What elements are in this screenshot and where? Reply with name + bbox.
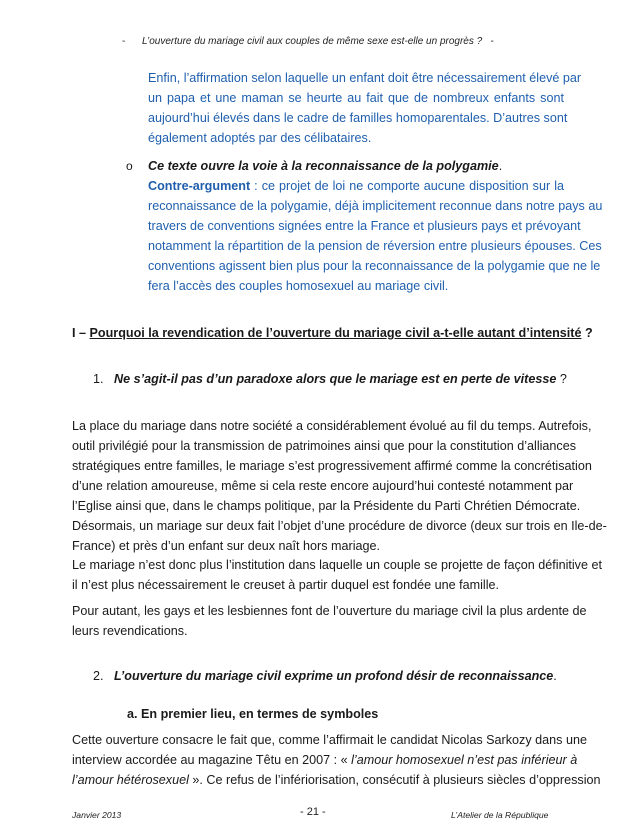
paragraph-enfin: Enfin, l’affirmation selon laquelle un enfant doit être nécessairement élevé par un papa et une maman se heurte au fait que de nombreux enfants sont aujourd’hui élevés dans le cadre de familles homoparentales. D’autres sont également adoptés par des célibataires. bbox=[148, 71, 582, 146]
paragraph-symboles: Cette ouverture consacre le fait que, comme l’affirmait le candidat Nicolas Sarkozy dans une interview accordée au magazine Têtu en 2007 : « l’amour homosexuel n’est pas inférieur à l’amour hétérosexuel ». Ce refus de l’infériorisation, consécutif à plusieurs siècles d’oppression bbox=[72, 733, 601, 788]
paragraph-place-mariage: La place du mariage dans notre société a considérablement évolué au fil du temps. Autrefois, outil privilégié pour la transmission de patrimoines ainsi que pour la constitution d’alliances stratégiques entre familles, le mariage s’est progressivement affirmé comme la concrétisation d’une relation amoureuse, même si cela reste encore aujourd’hui contesté notamment par l’Eglise ainsi que, dans le champs politique, par la Présidente du Parti Chrétien Démocrate. bbox=[72, 419, 592, 514]
running-header-title: L’ouverture du mariage civil aux couples de même sexe est-elle un progrès ? bbox=[142, 36, 483, 47]
bullet-marker: o bbox=[126, 159, 133, 173]
counter-argument: Contre-argument : ce projet de loi ne comporte aucune disposition sur la reconnaissance de la polygamie, déjà implicitement reconnue dans notre pays au travers de conventions signées entre la France et plusieurs pays et prévoyant notamment la répartition de la pension de réversion entre plusieurs épouses. Ces conventions agissent bien plus pour la reconnaissance de la polygamie que ne le fera l’accès des couples homosexuel au mariage civil. bbox=[148, 179, 603, 294]
paragraph-divorce: Désormais, un mariage sur deux fait l’objet d’une procédure de divorce (deux sur trois en Ile-de- France) et près d’un enfant sur deux naît hors mariage. bbox=[72, 519, 607, 554]
subheading-1: 1. Ne s’agit-il pas d’un paradoxe alors que le mariage est en perte de vitesse ? bbox=[93, 372, 567, 386]
footer-date: Janvier 2013 bbox=[72, 810, 122, 820]
paragraph-institution: Le mariage n’est donc plus l’institution dans laquelle un couple se projette de façon définitive et il n’est plus nécessairement le creuset à partir duquel est fondée une famille. bbox=[72, 558, 602, 593]
counter-argument-label: Contre-argument bbox=[148, 179, 251, 193]
page-number: - 21 - bbox=[300, 806, 326, 818]
paragraph-pour-autant: Pour autant, les gays et les lesbiennes font de l’ouverture du mariage civil la plus ardente de leurs revendications. bbox=[72, 604, 587, 639]
subheading-2: 2. L’ouverture du mariage civil exprime un profond désir de reconnaissance. bbox=[93, 669, 557, 683]
running-header: - L’ouverture du mariage civil aux couples de même sexe est-elle un progrès ? - bbox=[122, 36, 494, 47]
bullet-polygamie: Ce texte ouvre la voie à la reconnaissance de la polygamie. bbox=[148, 159, 503, 173]
section-heading-1: I – Pourquoi la revendication de l’ouverture du mariage civil a-t-elle autant d’intensité ? bbox=[72, 326, 593, 340]
footer-publisher: L’Atelier de la République bbox=[451, 810, 549, 820]
section-title: Pourquoi la revendication de l’ouverture du mariage civil a-t-elle autant d’intensité bbox=[89, 326, 582, 340]
bullet-title: Ce texte ouvre la voie à la reconnaissance de la polygamie bbox=[148, 159, 499, 173]
subheading-a: a. En premier lieu, en termes de symboles bbox=[127, 707, 379, 721]
